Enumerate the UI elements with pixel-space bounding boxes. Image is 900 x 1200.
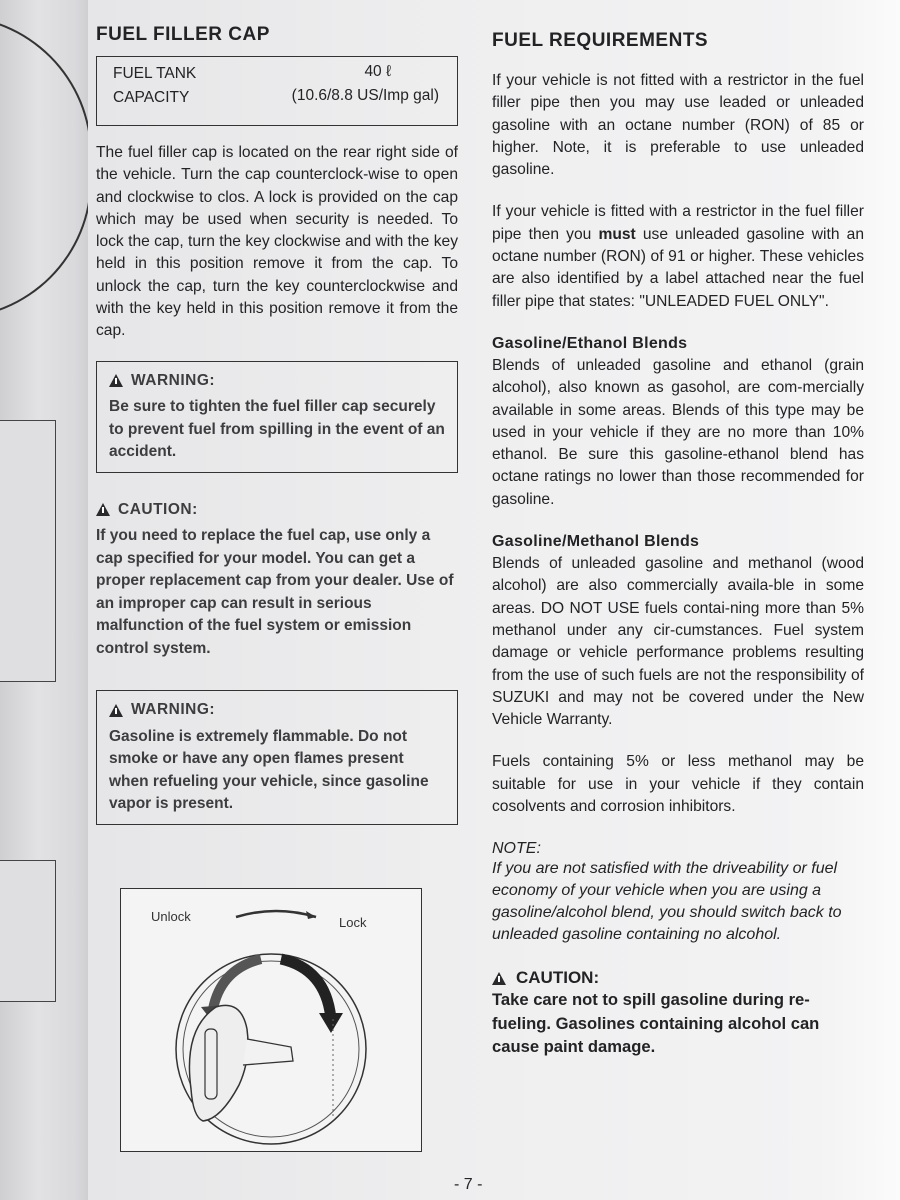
right-column	[492, 30, 864, 1059]
fuel-cap-key-illustration	[121, 889, 421, 1151]
warning-text: Gasoline is extremely flammable. Do not smoke or have any open flames present when refueling your vehicle, since gasoline vapor is present.	[109, 727, 429, 813]
warning-label: WARNING:	[131, 701, 216, 719]
fuel-cap-instructions: The fuel filler cap is located on the rear right side of the vehicle. Turn the cap counterclock-wise to open and clockwise to clos. A lock is provided on the cap which may be used when security is needed. To lock the cap, turn the key clockwise and with the key held in this position remove it from the cap. To unlock the cap, turn the key counterclockwise and with the key held in this position remove it from the cap.	[96, 144, 458, 340]
warning-text: Be sure to tighten the fuel filler cap securely to prevent fuel from spilling in the event of an accident.	[109, 398, 445, 461]
capacity-label-line2: CAPACITY	[113, 89, 190, 106]
ethanol-blends-heading: Gasoline/Ethanol Blends	[492, 334, 688, 352]
note-heading: NOTE:	[492, 840, 541, 858]
capacity-label-line1: FUEL TANK	[113, 65, 197, 82]
caution-replace-cap	[96, 499, 458, 661]
methanol-blends-heading: Gasoline/Methanol Blends	[492, 533, 700, 551]
restrictor-fitted-paragraph	[492, 201, 864, 312]
caution-heading-paint	[492, 968, 864, 988]
fuel-tank-capacity-box	[96, 56, 458, 126]
warning-heading	[109, 699, 445, 722]
page-number: - 7 -	[454, 1176, 483, 1193]
left-column	[96, 24, 458, 825]
previous-page-tab	[0, 420, 56, 682]
must-emphasis: must	[598, 225, 636, 243]
ethanol-blends-text: Blends of unleaded gasoline and ethanol (grain alcohol), also known as gasohol, are com-mercially available in some areas. Blends of this type may be used in your vehicle if they are no more than 10% ethanol. Be sure this gasoline-ethanol blend has octane ratings no lower than those recommended for gasoline.	[492, 356, 864, 508]
section-title-fuel-requirements: FUEL REQUIREMENTS	[492, 30, 709, 51]
caution-label: CAUTION:	[516, 968, 600, 988]
caution-triangle-icon	[492, 972, 506, 985]
caution-label: CAUTION:	[118, 500, 198, 518]
methanol-blends-text: Blends of unleaded gasoline and methanol (wood alcohol) are also commercially availa-ble in some areas. DO NOT USE fuels contai-ning more than 5% methanol under any cir-cumstances. Fuel system damage or vehicle performance problems resulting from the use of such fuels are not the responsibility of SUZUKI and may not be covered under the New Vehicle Warranty.	[492, 555, 864, 729]
warning-box-flammable	[96, 690, 458, 825]
caution-text: If you need to replace the fuel cap, use only a cap specified for your model. You can get a proper replacement cap from your dealer. Use of an improper cap can result in serious malfunction of the fuel system or emission control system.	[96, 527, 454, 657]
caution-paint-damage-text: Take care not to spill gasoline during re-fueling. Gasolines containing alcohol can cause paint damage.	[492, 990, 820, 1057]
restrictor-not-fitted-paragraph: If your vehicle is not fitted with a restrictor in the fuel filler pipe then you may use leaded or unleaded gasoline with an octane number (RON) of 85 or higher. Note, it is preferable to use unleaded gasoline.	[492, 72, 864, 179]
section-title-fuel-filler-cap: FUEL FILLER CAP	[96, 24, 270, 45]
fuel-cap-lock-diagram	[120, 888, 422, 1152]
restrictor-text-end: use unleaded gasoline with an octane number (RON) of 91 or higher. These vehicles are also identified by a label attached near the fuel filler pipe that states: "UNLEADED FUEL ONLY".	[492, 225, 864, 310]
note-text: If you are not satisfied with the driveability or fuel economy of your vehicle when you are using a gasoline/alcohol blend, you should switch back to unleaded gasoline containing no alcohol.	[492, 860, 842, 944]
restrictor-text-start: If your vehicle is fitted with a restrictor in the fuel filler pipe then you	[492, 203, 864, 243]
capacity-value-gallons: (10.6/8.8 US/Imp gal)	[291, 87, 439, 104]
lock-label: Lock	[339, 915, 367, 930]
capacity-value-litres: 40 ℓ	[364, 63, 391, 80]
caution-heading	[96, 499, 458, 522]
warning-triangle-icon	[109, 704, 123, 717]
previous-page-illustration	[0, 15, 92, 319]
unlock-label: Unlock	[151, 909, 191, 924]
warning-heading	[109, 370, 445, 393]
caution-triangle-icon	[96, 503, 110, 516]
warning-triangle-icon	[109, 374, 123, 387]
warning-label: WARNING:	[131, 371, 216, 389]
binder-edge	[0, 0, 95, 1200]
methanol-cosolvents-paragraph: Fuels containing 5% or less methanol may be suitable for use in your vehicle if they contain cosolvents and corrosion inhibitors.	[492, 753, 864, 816]
warning-box-tighten-cap	[96, 361, 458, 473]
previous-page-tab	[0, 860, 56, 1002]
